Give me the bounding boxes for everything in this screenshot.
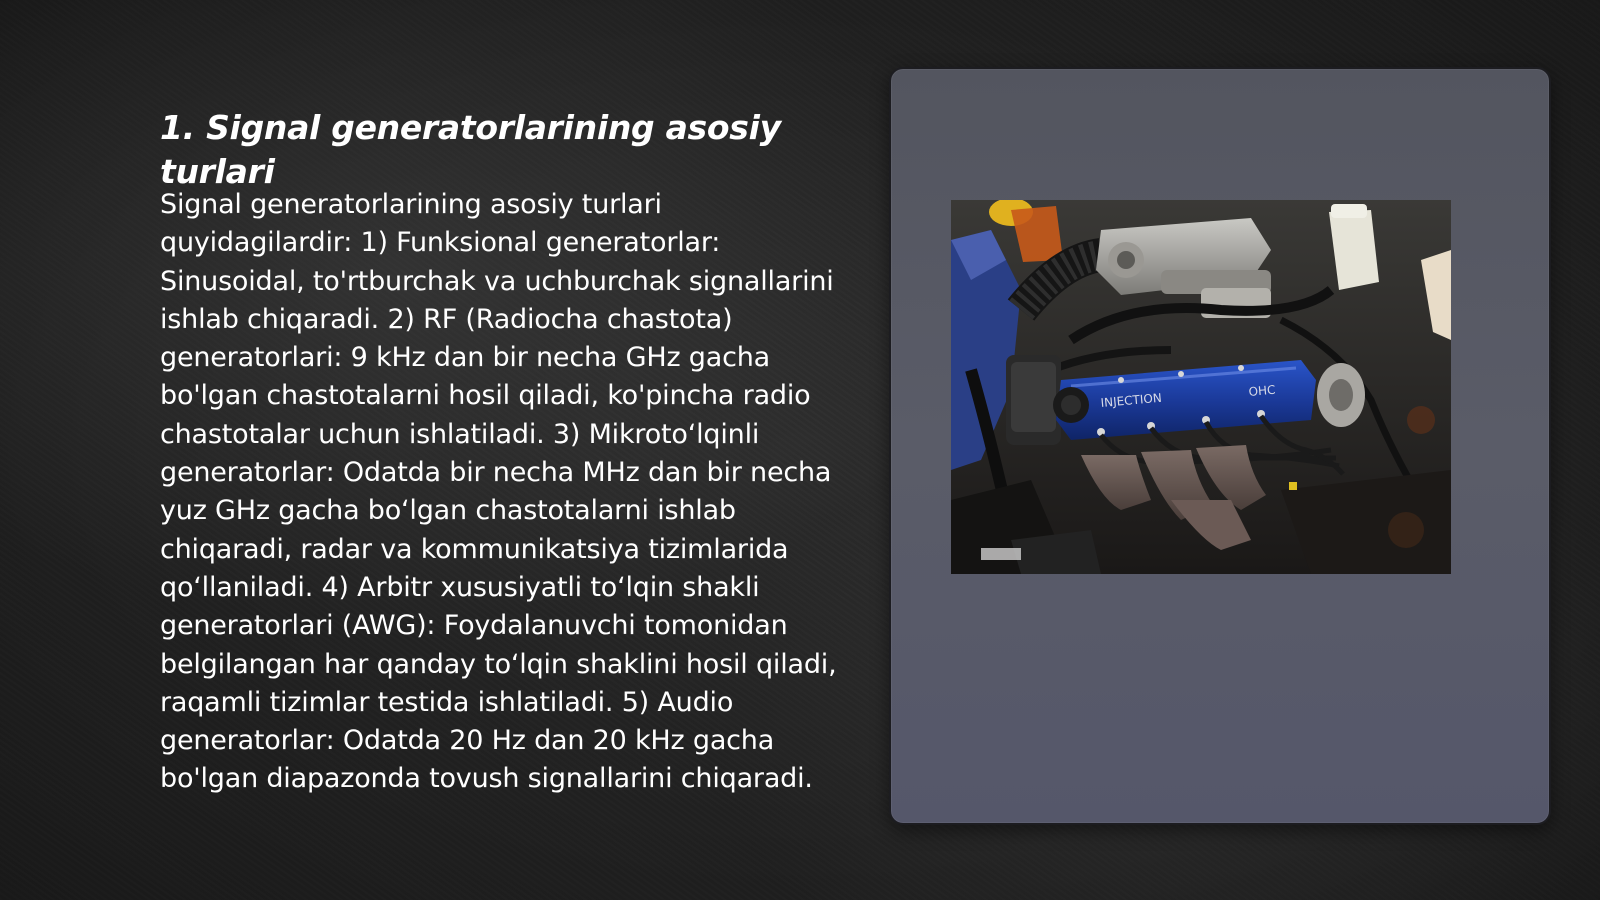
valve-cover-label-left: INJECTION: [1100, 390, 1163, 410]
engine-bay-illustration: [951, 200, 1451, 574]
slide-body-text: Signal generatorlarining asosiy turlari quyidagilardir: 1) Funksional generatorlar: Sinusoidal, to'rtburchak va uchburchak signallarini ishlab chiqaradi. 2) RF (Radiocha chastota) generatorlari: 9 kHz dan bir necha GHz gacha bo'lgan chastotalarni hosil qiladi, ko'pincha radio chastotalar uchun ishlatiladi. 3) Mikrotoʻlqinli generatorlar: Odatda bir necha MHz dan bir necha yuz GHz gacha boʻlgan chastotalarni ishlab chiqaradi, radar va kommunikatsiya tizimlarida qoʻllaniladi. 4) Arbitr xususiyatli toʻlqin shakli generatorlari (AWG): Foydalanuvchi tomonidan belgilangan har qanday toʻlqin shaklini hosil qiladi, raqamli tizimlar testida ishlatiladi. 5) Audio generatorlar: Odatda 20 Hz dan 20 kHz gacha bo'lgan diapazonda tovush signallarini chiqaradi.: [160, 189, 837, 795]
image-panel: [889, 67, 1551, 825]
slide-title: 1. Signal generatorlarining asosiy turlari: [160, 108, 781, 191]
valve-cover-label-right: OHC: [1248, 382, 1277, 399]
engine-photo: [951, 200, 1451, 574]
